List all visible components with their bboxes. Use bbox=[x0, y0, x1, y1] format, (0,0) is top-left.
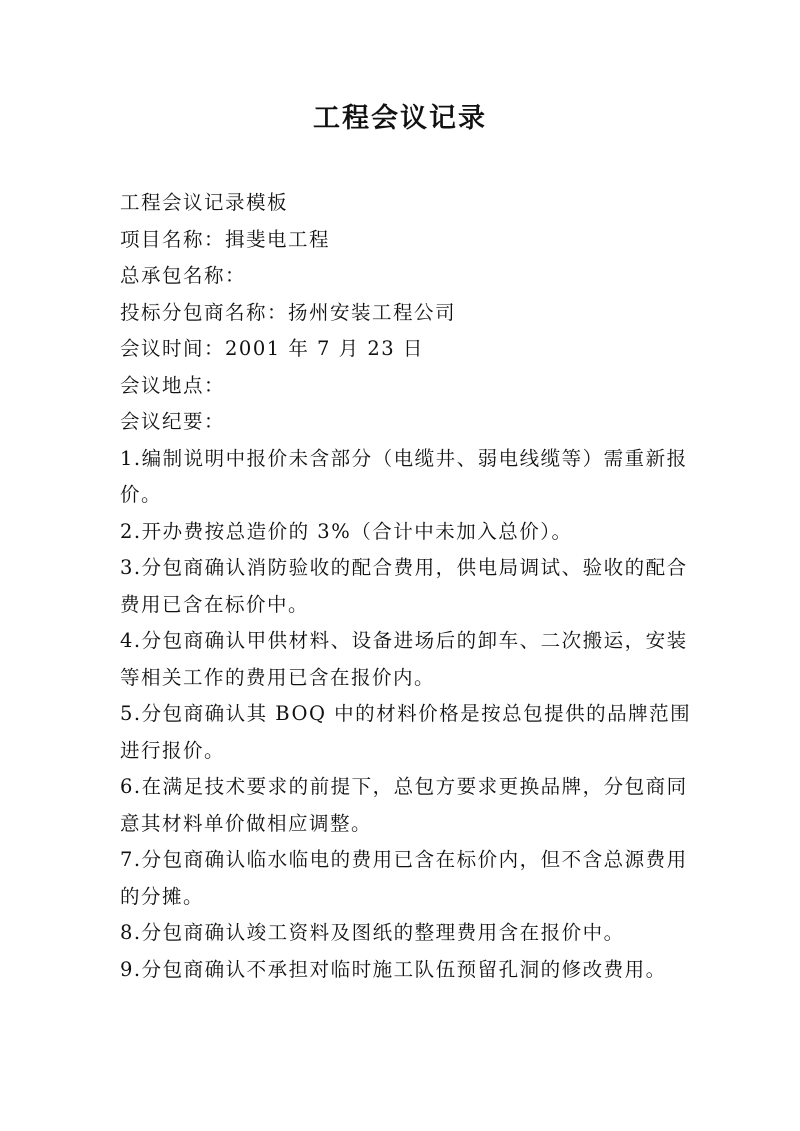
minutes-item: 6.在满足技术要求的前提下，总包方要求更换品牌，分包商同意其材料单价做相应调整。 bbox=[120, 775, 688, 835]
minutes-item: 2.开办费按总造价的 3%（合计中未加入总价）。 bbox=[120, 519, 573, 543]
minutes-item: 1.编制说明中报价未含部分（电缆井、弱电线缆等）需重新报价。 bbox=[120, 446, 688, 506]
project-name-line: 项目名称：揖斐电工程 bbox=[120, 227, 331, 251]
general-contractor-line: 总承包名称： bbox=[120, 264, 247, 287]
minutes-item: 5.分包商确认其 BOQ 中的材料价格是按总包提供的品牌范围进行报价。 bbox=[120, 702, 692, 762]
template-label: 工程会议记录模板 bbox=[120, 191, 289, 214]
meeting-location-line: 会议地点： bbox=[120, 373, 226, 397]
subcontractor-line: 投标分包商名称：扬州安装工程公司 bbox=[120, 300, 457, 324]
minutes-item: 7.分包商确认临水临电的费用已含在标价内，但不含总源费用的分摊。 bbox=[120, 848, 688, 908]
document-title: 工程会议记录 bbox=[313, 103, 487, 134]
meeting-time-line: 会议时间：2001 年 7 月 23 日 bbox=[120, 337, 424, 360]
minutes-item: 8.分包商确认竣工资料及图纸的整理费用含在报价中。 bbox=[120, 921, 625, 944]
meeting-minutes-label: 会议纪要： bbox=[120, 410, 226, 433]
minutes-item: 9.分包商确认不承担对临时施工队伍预留孔洞的修改费用。 bbox=[120, 957, 667, 981]
minutes-item: 3.分包商确认消防验收的配合费用，供电局调试、验收的配合费用已含在标价中。 bbox=[120, 556, 688, 616]
document-body bbox=[120, 185, 695, 988]
minutes-item: 4.分包商确认甲供材料、设备进场后的卸车、二次搬运，安装等相关工作的费用已含在报价内。 bbox=[120, 629, 688, 689]
